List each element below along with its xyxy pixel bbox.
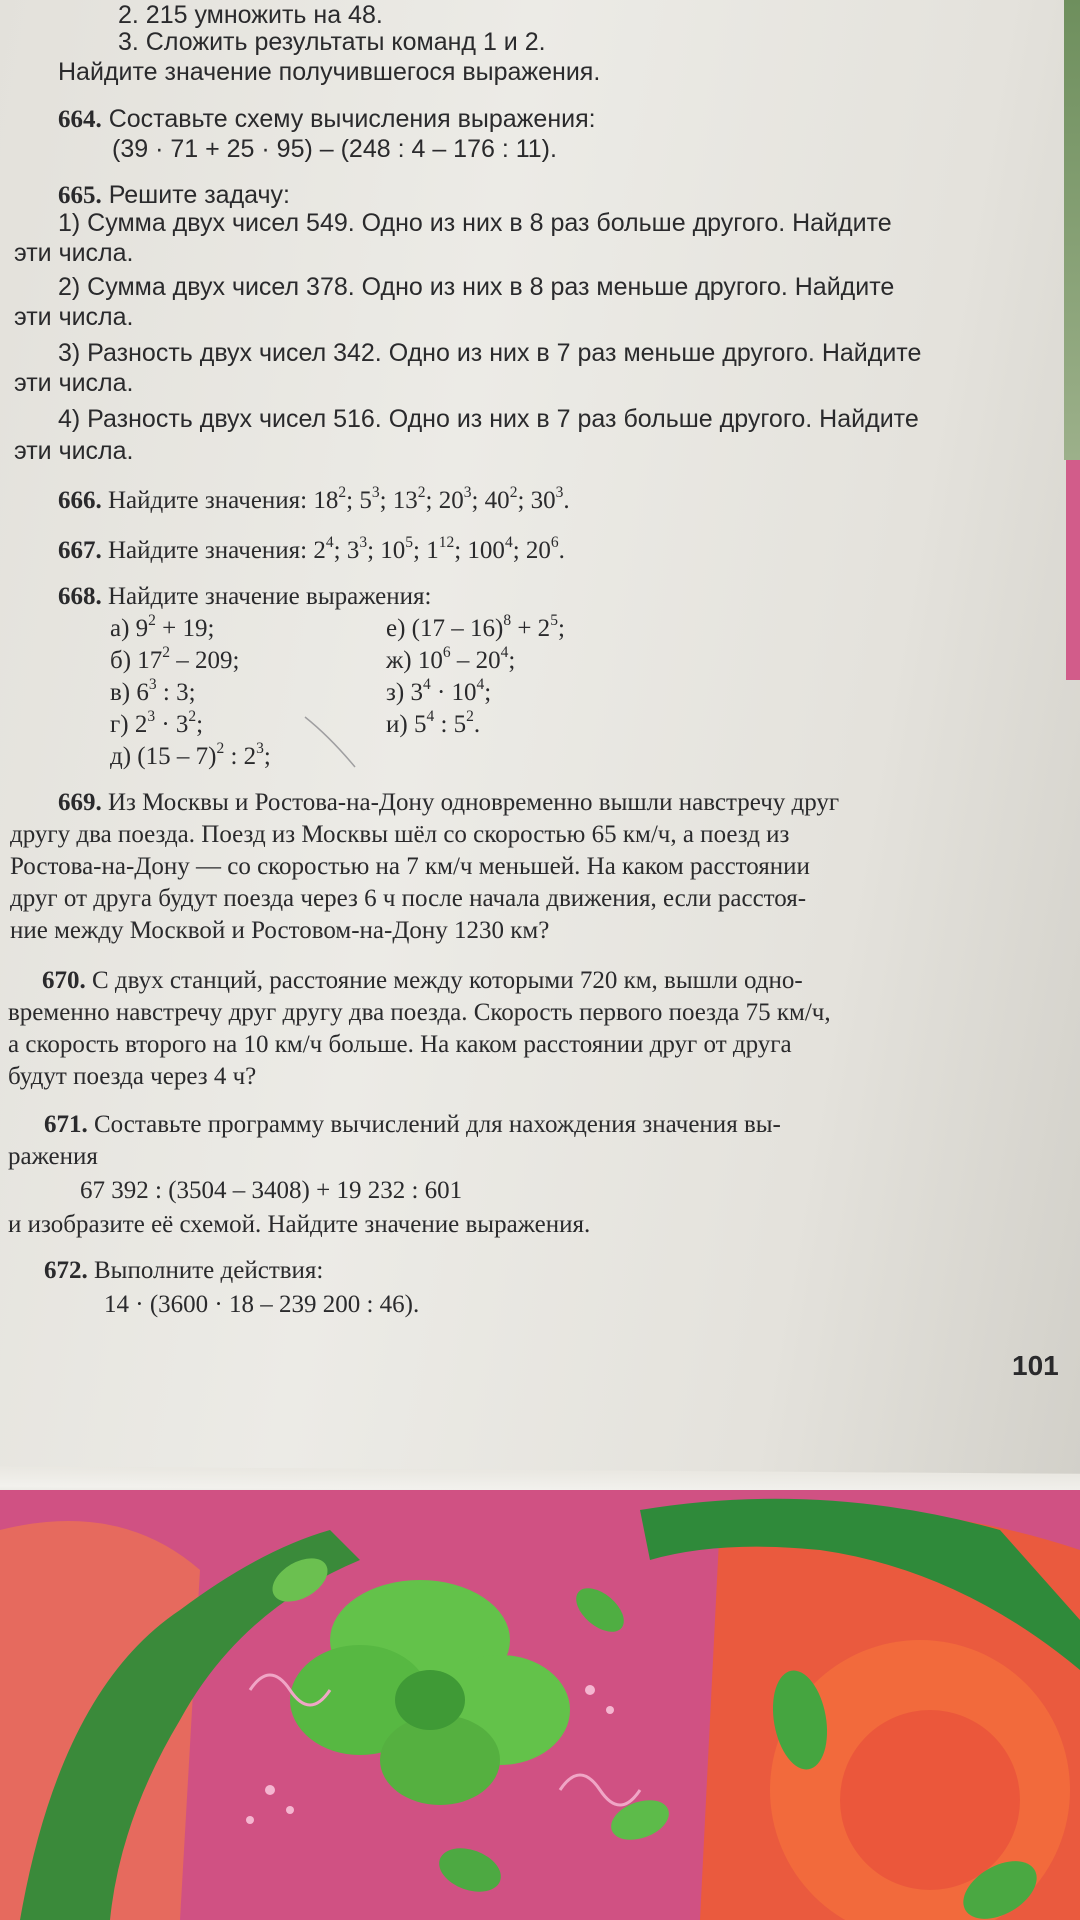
problem-number: 669. xyxy=(58,789,102,816)
expression: (39 · 71 + 25 · 95) – (248 : 4 – 176 : 11). xyxy=(112,135,557,163)
item-label: ж) xyxy=(386,647,412,674)
math-item: б) $17^2 - 209$; xyxy=(110,644,240,674)
math-item: г) $2^3 \cdot 3^2$; xyxy=(110,708,204,738)
list-item: 4) Разность двух чисел 516. Одно из них в 7 раз больше другого. Найдите xyxy=(58,405,919,433)
math-item: е) $(17 - 16)^8 + 2^5$; xyxy=(386,612,565,642)
problem-text: ние между Москвой и Ростовом-на-Дону 1230 км? xyxy=(10,917,550,944)
problem-667 xyxy=(58,536,565,566)
list-item-cont: эти числа. xyxy=(14,369,134,397)
list-item: 3) Разность двух чисел 342. Одно из них в 7 раз меньше другого. Найдите xyxy=(58,339,922,367)
problem-text: временно навстречу друг другу два поезда. Скорость первого поезда 75 км/ч, xyxy=(8,999,831,1026)
item-label: е) xyxy=(386,615,406,642)
pen-mark xyxy=(300,712,360,772)
item-label: з) xyxy=(386,679,405,706)
problem-text: ражения xyxy=(8,1143,98,1170)
problem-666 xyxy=(58,486,570,516)
item-label: д) xyxy=(110,743,132,770)
problem-number: 665. xyxy=(58,182,102,209)
problem-text: Найдите значение выражения: xyxy=(108,583,432,610)
problem-text: Из Москвы и Ростова-на-Дону одновременно вышли навстречу друг xyxy=(108,789,840,816)
item-label: б) xyxy=(110,647,132,674)
math-item: и) $5^4$ : $5^2$. xyxy=(386,708,481,738)
problem-number: 664. xyxy=(58,106,102,133)
item-label: а) xyxy=(110,615,130,642)
page-side-strip-pink xyxy=(1066,460,1080,680)
problem-670 xyxy=(42,966,803,996)
problem-668 xyxy=(58,582,431,612)
list-item-cont: эти числа. xyxy=(14,303,134,331)
problem-text: друг от друга будут поезда через 6 ч после начала движения, если расстоя- xyxy=(10,885,807,912)
list-item: 2. 215 умножить на 48. xyxy=(118,1,383,29)
problem-text: Найдите значения: xyxy=(108,487,308,514)
problem-669 xyxy=(58,788,839,818)
math-powers: $2^4$; $3^3$; $10^5$; $1^{12}$; $100^4$; $20^6$. xyxy=(313,534,565,564)
problem-number: 671. xyxy=(44,1111,88,1138)
problem-text: Составьте схему вычисления выражения: xyxy=(108,105,596,133)
expression: 14 · (3600 · 18 – 239 200 : 46). xyxy=(104,1291,420,1318)
item-label: в) xyxy=(110,679,131,706)
problem-672 xyxy=(44,1256,323,1286)
paragraph: Найдите значение получившегося выражения. xyxy=(58,58,601,86)
problem-number: 668. xyxy=(58,583,102,610)
problem-text: а скорость второго на 10 км/ч больше. На каком расстоянии друг от друга xyxy=(8,1031,792,1058)
problem-664 xyxy=(58,104,596,135)
problem-671 xyxy=(44,1110,781,1140)
problem-text: другу два поезда. Поезд из Москвы шёл со скоростью 65 км/ч, а поезд из xyxy=(10,821,790,848)
problem-text: Найдите значения: xyxy=(108,537,308,564)
problem-665 xyxy=(58,180,290,211)
problem-text: будут поезда через 4 ч? xyxy=(8,1063,257,1090)
math-item: з) $3^4 \cdot 10^4$; xyxy=(386,676,492,706)
list-item: 2) Сумма двух чисел 378. Одно из них в 8 раз меньше другого. Найдите xyxy=(58,273,895,301)
page-side-strip xyxy=(1064,0,1080,460)
page-number: 101 xyxy=(1012,1350,1059,1381)
math-item: в) $6^3$ : 3; xyxy=(110,676,196,706)
fabric-pattern xyxy=(0,1490,1080,1920)
problem-text: Выполните действия: xyxy=(94,1257,324,1284)
list-item: 3. Сложить результаты команд 1 и 2. xyxy=(118,28,546,56)
item-label: г) xyxy=(110,711,129,738)
problem-text: С двух станций, расстояние между которыми 720 км, вышли одно- xyxy=(92,967,803,994)
problem-text: Ростова-на-Дону — со скоростью на 7 км/ч меньшей. На каком расстоянии xyxy=(10,853,810,880)
fabric-background xyxy=(0,1490,1080,1920)
problem-text: Составьте программу вычислений для нахождения значения вы- xyxy=(94,1111,781,1138)
problem-number: 670. xyxy=(42,967,86,994)
problem-text: Решите задачу: xyxy=(108,181,291,209)
math-powers: $18^2$; $5^3$; $13^2$; $20^3$; $40^2$; $30^3$. xyxy=(313,484,570,514)
math-item: д) (15 – 7)$^2$ : $2^3$; xyxy=(110,740,271,770)
list-item-cont: эти числа. xyxy=(14,437,134,465)
problem-number: 667. xyxy=(58,537,102,564)
problem-text: и изобразите её схемой. Найдите значение выражения. xyxy=(8,1211,591,1238)
math-item: ж) $10^6 - 20^4$; xyxy=(386,644,516,674)
list-item-cont: эти числа. xyxy=(14,239,134,267)
math-item: а) $9^2 + 19$; xyxy=(110,612,215,642)
problem-number: 666. xyxy=(58,487,102,514)
item-label: и) xyxy=(386,711,408,738)
problem-number: 672. xyxy=(44,1257,88,1284)
expression: 67 392 : (3504 – 3408) + 19 232 : 601 xyxy=(80,1177,463,1204)
list-item: 1) Сумма двух чисел 549. Одно из них в 8 раз больше другого. Найдите xyxy=(58,209,892,237)
